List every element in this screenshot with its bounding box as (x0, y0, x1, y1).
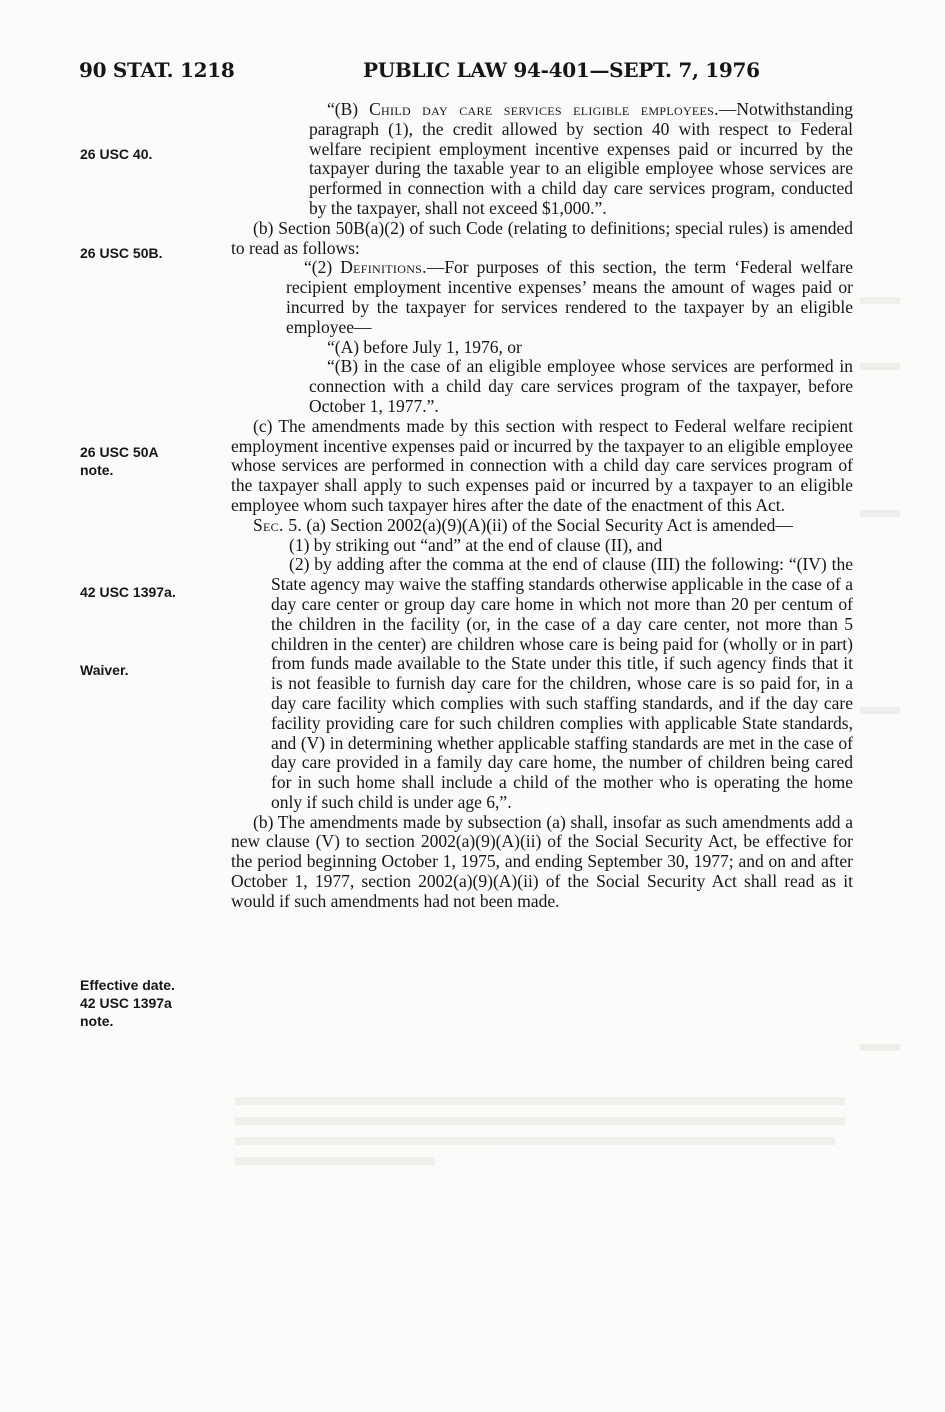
subsection-b-effective: (b) The amendments made by subsection (a) shall, insofar as such amendments add a new clause (V) to section 2002(a)(9)(A)(ii) of the Social Security Act, be effective for the period beginning October 1, 1975, and ending September 30, 1977; and on and after October 1, 1977, section 2002(a)(9)(A)(ii) of the Social Security Act shall read as it would if such amendments had not been made. (231, 811, 853, 911)
section-text: (a) Section 2002(a)(9)(A)(ii) of the Social Security Act is amended— (302, 514, 793, 535)
clause-b: “(B) in the case of an eligible employee whose services are performed in connection with a child day care services program of the taxpayer, before October 1, 1977.”. (309, 356, 853, 416)
margin-note-26-usc-40: 26 USC 40. (80, 146, 153, 162)
margin-note-26-usc-50b: 26 USC 50B. (80, 245, 163, 261)
section-label: Sec. 5. (253, 514, 303, 535)
clause-1: (1) by striking out “and” at the end of clause (II), and (289, 534, 663, 555)
statute-body (231, 100, 853, 912)
paragraph-text: —Notwithstanding paragraph (1), the credit allowed by section 40 with respect to Federal welfare recipient employment incentive expenses paid or incurred by the taxpayer during the taxable year to an eligible employee whose services are performed in connection with a child day care services program, conducted by the taxpayer, shall not exceed $1,000.”. (309, 99, 853, 218)
page-title: PUBLIC LAW 94-401—SEPT. 7, 1976 (363, 58, 760, 82)
paragraph-2-definitions (231, 258, 853, 337)
paragraph-b-child-day-care (231, 100, 853, 219)
margin-note-note-2: note. (80, 1013, 114, 1029)
paragraph-text: —For purposes of this section, the term ‘Federal welfare recipient employment incentive expenses’ means the amount of wages paid or incurred by the taxpayer for services rendered to the taxpayer by an eligible employee— (286, 257, 853, 337)
margin-note-effective-date: Effective date. (80, 977, 175, 993)
paragraph-heading: Definitions. (340, 257, 427, 278)
subsection-c: (c) The amendments made by this section with respect to Federal welfare recipient employment incentive expenses paid or incurred by the taxpayer to an eligible employee whose services are performed in connection with a child day care services program of the taxpayer shall apply to such expenses paid or incurred by a taxpayer to an eligible employee whom such taxpayer hires after the date of the enactment of this Act. (231, 415, 853, 515)
margin-note-note: note. (80, 462, 114, 478)
margin-note-26-usc-50a: 26 USC 50A (80, 444, 159, 460)
section-5-a (231, 516, 853, 536)
statute-page-number: 90 STAT. 1218 (79, 58, 235, 82)
paragraph-lead: “(2) (304, 257, 341, 278)
clause-a: “(A) before July 1, 1976, or (327, 336, 522, 357)
clause-2: (2) by adding after the comma at the end of clause (III) the following: “(IV) the State agency may waive the staffing standards otherwise applicable in the case of a day care center or group day care home in which not more than 20 per centum of the children in the facility (or, in the case of a day care center, not more than 5 children in the center) are children whose care is being paid for (wholly or in part) from funds made available to the State under this title, if such agency finds that it is not feasible to furnish day care for the children, whose care is so paid for, in a day care facility which complies with such staffing standards, and if the day care facility providing care for such children complies with applicable State standards, and (V) in determining whether applicable staffing standards are met in the case of day care provided in a family day care home, the number of children being cared for in such home shall include a child of the mother who is operating the home only if such child is under age 6,”. (271, 554, 853, 812)
subsection-b: (b) Section 50B(a)(2) of such Code (relating to definitions; special rules) is amended to read as follows: (231, 217, 853, 258)
paragraph-heading: Child day care services eligible employees. (369, 99, 719, 119)
margin-note-42-usc-1397a-note: 42 USC 1397a (80, 995, 172, 1011)
margin-note-waiver: Waiver. (80, 662, 129, 678)
paragraph-lead: “(B) (327, 99, 370, 119)
margin-note-42-usc-1397a: 42 USC 1397a. (80, 584, 176, 600)
